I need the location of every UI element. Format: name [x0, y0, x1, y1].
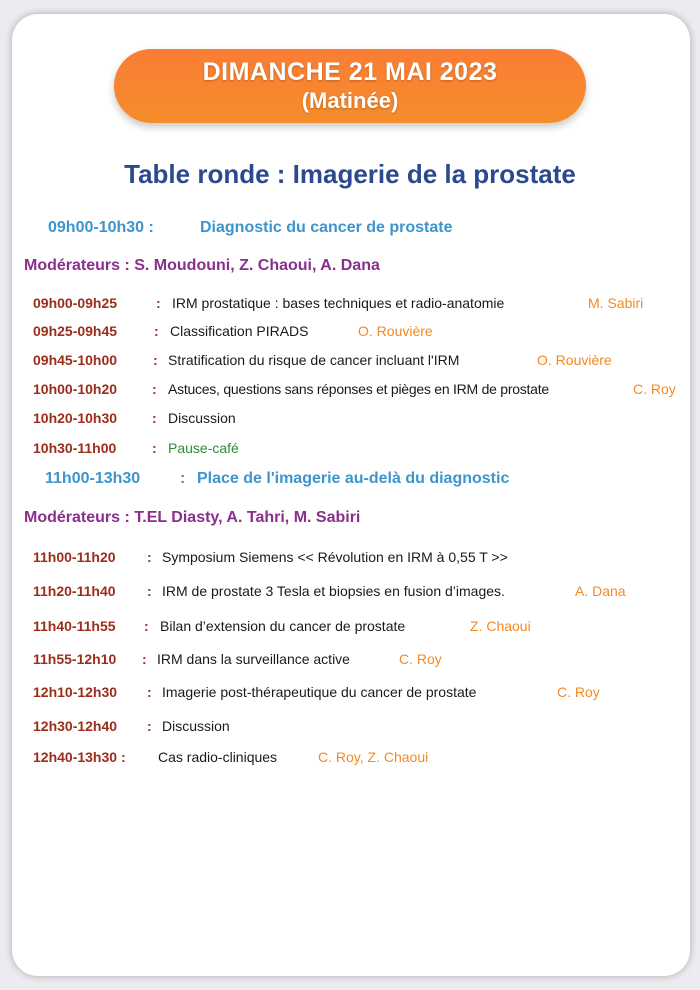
item-sep: :: [152, 381, 157, 397]
item-time: 12h40-13h30 :: [33, 749, 126, 765]
session-label: Place de l'imagerie au-delà du diagnostic: [197, 470, 510, 487]
item-sep: :: [153, 352, 158, 368]
item-topic: Imagerie post-thérapeutique du cancer de prostate: [162, 684, 477, 700]
item-topic: IRM de prostate 3 Tesla et biopsies en fusion d’images.: [162, 583, 505, 599]
item-sep: :: [156, 295, 161, 311]
day-banner: [114, 49, 586, 123]
item-speaker: C. Roy, Z. Chaoui: [318, 749, 429, 765]
item-time: 11h40-11h55: [33, 618, 116, 634]
item-speaker: C. Roy: [557, 684, 600, 700]
item-topic: Symposium Siemens << Révolution en IRM à 0,55 T >>: [162, 549, 508, 565]
session-time: 11h00-13h30: [45, 470, 141, 487]
item-topic: Discussion: [168, 410, 236, 426]
moderators: Modérateurs : S. Moudouni, Z. Chaoui, A. Dana: [24, 257, 380, 274]
item-speaker: C. Roy: [633, 381, 676, 397]
item-sep: :: [147, 583, 152, 599]
moderators: Modérateurs : T.EL Diasty, A. Tahri, M. Sabiri: [24, 509, 361, 526]
item-topic: IRM prostatique : bases techniques et radio-anatomie: [172, 295, 505, 311]
item-topic-break: Pause-café: [168, 440, 239, 456]
item-topic: Cas radio-cliniques: [158, 749, 278, 765]
item-sep: :: [147, 684, 152, 700]
page-title: Table ronde : Imagerie de la prostate: [124, 159, 576, 189]
item-sep: :: [154, 323, 159, 339]
item-sep: :: [152, 440, 157, 456]
item-time: 09h45-10h00: [33, 352, 118, 368]
item-sep: :: [147, 549, 152, 565]
item-time: 11h55-12h10: [33, 651, 117, 667]
item-speaker: A. Dana: [575, 583, 626, 599]
item-sep: :: [144, 618, 149, 634]
item-topic: Classification PIRADS: [170, 323, 309, 339]
item-time: 12h30-12h40: [33, 718, 118, 734]
session-sep: :: [180, 470, 186, 487]
item-speaker: C. Roy: [399, 651, 442, 667]
item-topic: Discussion: [162, 718, 230, 734]
item-topic: Stratification du risque de cancer incluant l'IRM: [168, 352, 460, 368]
item-time: 10h00-10h20: [33, 381, 118, 397]
item-sep: :: [147, 718, 152, 734]
item-time: 11h20-11h40: [33, 583, 116, 599]
item-topic: Astuces, questions sans réponses et pièges en IRM de prostate: [168, 381, 549, 397]
item-time: 09h00-09h25: [33, 295, 118, 311]
item-time: 09h25-09h45: [33, 323, 118, 339]
item-speaker: O. Rouvière: [358, 323, 433, 339]
session-label: Diagnostic du cancer de prostate: [200, 219, 453, 236]
item-speaker: O. Rouvière: [537, 352, 612, 368]
item-topic: Bilan d’extension du cancer de prostate: [160, 618, 406, 634]
item-time: 10h30-11h00: [33, 440, 117, 456]
item-speaker: Z. Chaoui: [470, 618, 531, 634]
item-time: 12h10-12h30: [33, 684, 118, 700]
item-time: 10h20-10h30: [33, 410, 118, 426]
day-date: DIMANCHE 21 MAI 2023: [202, 58, 498, 86]
session-time: 09h00-10h30 :: [48, 219, 154, 236]
day-period: (Matinée): [301, 88, 399, 113]
item-topic: IRM dans la surveillance active: [157, 651, 350, 667]
item-time: 11h00-11h20: [33, 549, 116, 565]
item-speaker: M. Sabiri: [588, 295, 644, 311]
item-sep: :: [152, 410, 157, 426]
item-sep: :: [142, 651, 147, 667]
